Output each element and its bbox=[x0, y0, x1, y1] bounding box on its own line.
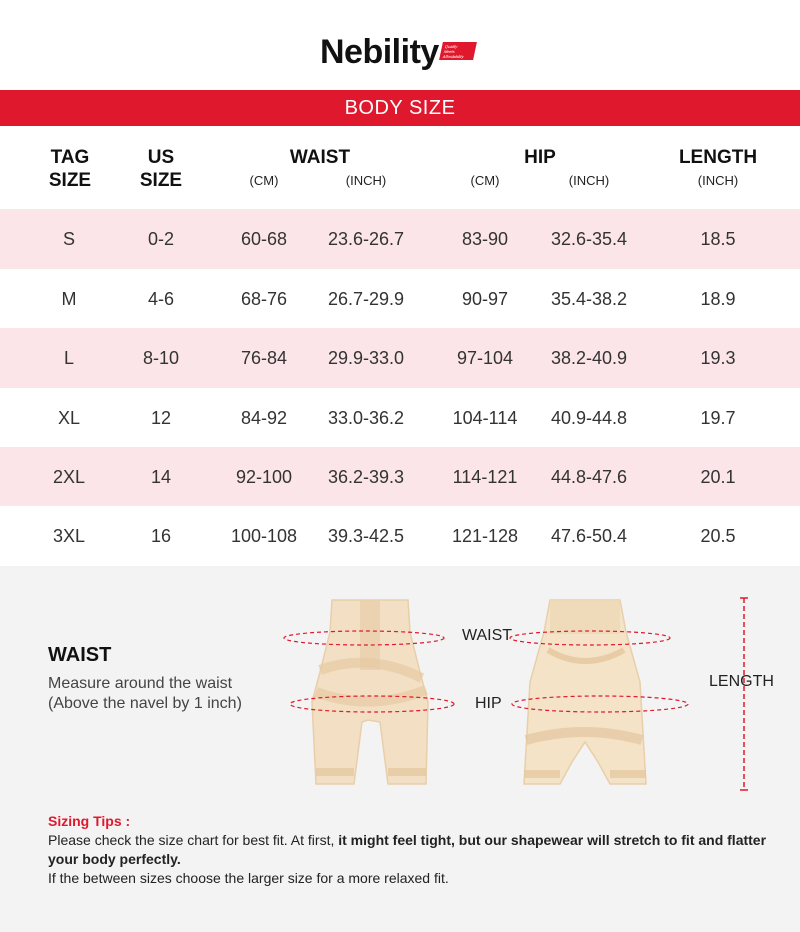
garment-back-image bbox=[524, 600, 646, 784]
cell-waist-inch: 23.6-26.7 bbox=[327, 229, 405, 249]
cell-length: 20.5 bbox=[700, 526, 736, 546]
label-waist: WAIST bbox=[462, 627, 513, 644]
brand-logo[interactable] bbox=[320, 30, 475, 74]
cell-waist-cm: 84-92 bbox=[240, 408, 288, 428]
col-us-size bbox=[121, 146, 201, 192]
cell-waist-inch: 39.3-42.5 bbox=[327, 526, 405, 546]
header-line: TAG bbox=[50, 147, 90, 168]
cell-us-size: 14 bbox=[150, 467, 172, 487]
cell-waist-cm: 92-100 bbox=[235, 467, 293, 487]
cell-hip-inch: 44.8-47.6 bbox=[550, 467, 628, 487]
label-hip: HIP bbox=[475, 695, 502, 712]
header-line: US bbox=[147, 147, 175, 168]
cell-tag-size: 2XL bbox=[52, 467, 86, 487]
cell-waist-inch: 36.2-39.3 bbox=[327, 467, 405, 487]
unit-waist-inch: (INCH) bbox=[345, 173, 387, 188]
cell-length: 19.7 bbox=[700, 408, 736, 428]
tips-emphasis: it might feel tight, but our shapewear will stretch to fit and flatter your body perfectly. bbox=[48, 832, 767, 867]
col-waist: WAIST bbox=[289, 147, 351, 168]
cell-waist-cm: 100-108 bbox=[230, 526, 298, 546]
cell-hip-cm: 114-121 bbox=[452, 467, 518, 487]
tips-text: If the between sizes choose the larger size for a more relaxed fit. bbox=[48, 870, 449, 886]
section-title-band: BODY SIZE bbox=[0, 90, 800, 126]
cell-waist-cm: 76-84 bbox=[240, 348, 288, 368]
measure-desc-line: Measure around the waist bbox=[48, 675, 233, 692]
cell-us-size: 12 bbox=[150, 408, 172, 428]
unit-waist-cm: (CM) bbox=[249, 173, 279, 188]
cell-waist-cm: 68-76 bbox=[240, 289, 288, 309]
cell-hip-cm: 121-128 bbox=[451, 526, 519, 546]
table-row bbox=[0, 209, 800, 269]
measure-desc-line: (Above the navel by 1 inch) bbox=[48, 695, 242, 712]
cell-waist-inch: 29.9-33.0 bbox=[327, 348, 405, 368]
cell-waist-inch: 26.7-29.9 bbox=[327, 289, 405, 309]
cell-hip-inch: 40.9-44.8 bbox=[550, 408, 628, 428]
cell-tag-size: M bbox=[61, 289, 77, 309]
cell-hip-inch: 35.4-38.2 bbox=[550, 289, 628, 309]
measure-title: WAIST bbox=[48, 644, 112, 666]
unit-hip-cm: (CM) bbox=[470, 173, 500, 188]
table-row bbox=[0, 447, 800, 507]
cell-hip-cm: 90-97 bbox=[461, 289, 509, 309]
cell-us-size: 4-6 bbox=[147, 289, 174, 309]
badge-line: Affordability bbox=[442, 53, 465, 59]
cell-length: 20.1 bbox=[700, 467, 736, 487]
badge-line: Quality bbox=[444, 43, 458, 49]
unit-length-inch: (INCH) bbox=[697, 173, 739, 188]
table-row bbox=[0, 328, 800, 388]
cell-waist-cm: 60-68 bbox=[240, 229, 288, 249]
cell-hip-inch: 38.2-40.9 bbox=[550, 348, 628, 368]
header bbox=[0, 0, 800, 90]
col-length: LENGTH bbox=[678, 147, 758, 168]
table-row bbox=[0, 506, 800, 566]
cell-hip-cm: 83-90 bbox=[461, 229, 509, 249]
table-header bbox=[0, 126, 800, 209]
cell-length: 19.3 bbox=[700, 348, 736, 368]
table-row bbox=[0, 269, 800, 329]
cell-length: 18.9 bbox=[700, 289, 736, 309]
cell-us-size: 0-2 bbox=[147, 229, 174, 249]
badge-line: Meets bbox=[443, 48, 456, 54]
col-hip: HIP bbox=[524, 147, 556, 168]
header-line: SIZE bbox=[48, 170, 92, 191]
logo-badge bbox=[439, 42, 477, 60]
cell-hip-cm: 104-114 bbox=[452, 408, 518, 428]
cell-hip-cm: 97-104 bbox=[456, 348, 514, 368]
garment-front-image bbox=[312, 600, 428, 784]
tips-text: Please check the size chart for best fit. At first, bbox=[48, 832, 339, 848]
cell-waist-inch: 33.0-36.2 bbox=[327, 408, 405, 428]
sizing-tips-text bbox=[48, 831, 768, 888]
cell-tag-size: L bbox=[63, 348, 74, 368]
cell-length: 18.5 bbox=[700, 229, 736, 249]
col-tag-size bbox=[30, 146, 110, 192]
cell-us-size: 16 bbox=[150, 526, 172, 546]
length-measure-line bbox=[736, 596, 752, 792]
label-length: LENGTH bbox=[709, 673, 774, 690]
measure-description bbox=[48, 674, 288, 714]
unit-hip-inch: (INCH) bbox=[568, 173, 610, 188]
table-row bbox=[0, 388, 800, 448]
cell-tag-size: 3XL bbox=[52, 526, 86, 546]
garment-illustration bbox=[280, 592, 720, 792]
cell-hip-inch: 47.6-50.4 bbox=[550, 526, 628, 546]
cell-tag-size: S bbox=[62, 229, 75, 249]
cell-us-size: 8-10 bbox=[142, 348, 180, 368]
header-line: SIZE bbox=[139, 170, 183, 191]
cell-hip-inch: 32.6-35.4 bbox=[550, 229, 628, 249]
sizing-tips-title: Sizing Tips : bbox=[48, 813, 131, 829]
logo-wordmark: Nebility bbox=[320, 33, 439, 71]
cell-tag-size: XL bbox=[57, 408, 81, 428]
